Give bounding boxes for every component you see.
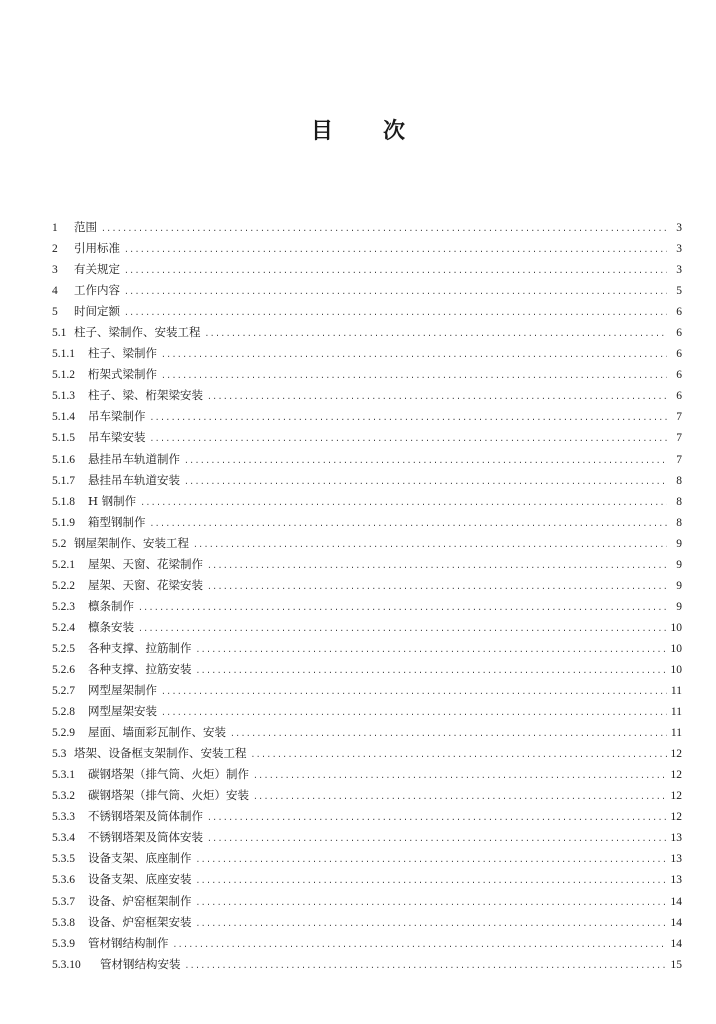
toc-entry-number: 5.2.7 xyxy=(52,685,75,698)
toc-entry-number: 5.3.6 xyxy=(52,874,75,887)
toc-entry-label: 碳钢塔架（排气筒、火炬）制作 xyxy=(88,767,249,782)
table-of-contents xyxy=(52,217,682,975)
toc-leader-dots xyxy=(196,871,668,892)
toc-entry-number: 5.2.3 xyxy=(52,600,75,613)
toc-entry-label: 设备支架、底座制作 xyxy=(88,851,192,866)
toc-leader-dots xyxy=(161,345,667,366)
toc-entry xyxy=(52,954,682,975)
toc-entry-label: 桁架式梁制作 xyxy=(88,367,157,382)
toc-entry-label: 屋架、天窗、花梁安装 xyxy=(88,577,203,592)
toc-entry xyxy=(52,322,682,343)
toc-entry-label: 时间定额 xyxy=(74,304,120,319)
toc-entry-label: 不锈钢塔架及筒体制作 xyxy=(88,809,203,824)
toc-entry-page: 6 xyxy=(676,369,682,382)
toc-entry xyxy=(52,449,682,470)
toc-entry-label: 檩条安装 xyxy=(88,619,134,634)
toc-leader-dots xyxy=(207,577,667,598)
toc-entry xyxy=(52,659,682,680)
toc-leader-dots xyxy=(193,535,667,556)
toc-entry-page: 10 xyxy=(670,621,682,634)
toc-entry-label: 网型屋架安装 xyxy=(88,704,157,719)
toc-entry-number: 5.3.7 xyxy=(52,895,75,908)
toc-entry xyxy=(52,343,682,364)
toc-entry xyxy=(52,617,682,638)
toc-entry xyxy=(52,238,682,259)
toc-leader-dots xyxy=(196,661,668,682)
toc-entry-number: 1 xyxy=(52,222,58,234)
toc-leader-dots xyxy=(138,598,667,619)
toc-entry-number: 5.2 xyxy=(52,537,67,550)
toc-leader-dots xyxy=(124,240,667,261)
toc-entry-label: 各种支撑、拉筋制作 xyxy=(88,640,192,655)
toc-entry-label: H 钢制作 xyxy=(88,493,137,508)
toc-entry-page: 10 xyxy=(670,642,682,655)
toc-entry-number: 4 xyxy=(52,285,58,298)
toc-entry-page: 15 xyxy=(670,958,682,971)
toc-entry-number: 5.1.1 xyxy=(52,348,75,361)
toc-entry-label: 檩条制作 xyxy=(88,598,134,613)
toc-entry-number: 5.2.5 xyxy=(52,642,75,655)
toc-entry-label: 钢屋架制作、安装工程 xyxy=(74,535,189,550)
toc-leader-dots xyxy=(205,324,668,345)
toc-entry-number: 5.2.9 xyxy=(52,727,75,740)
toc-leader-dots xyxy=(207,387,667,408)
toc-entry xyxy=(52,785,682,806)
toc-entry xyxy=(52,554,682,575)
toc-entry-page: 9 xyxy=(676,579,682,592)
toc-entry xyxy=(52,364,682,385)
toc-entry xyxy=(52,427,682,448)
toc-leader-dots xyxy=(184,472,667,493)
toc-entry-page: 11 xyxy=(670,727,682,740)
toc-entry xyxy=(52,533,682,554)
toc-entry-page: 13 xyxy=(670,832,682,845)
toc-entry-label: 网型屋架制作 xyxy=(88,683,157,698)
toc-entry-page: 13 xyxy=(670,853,682,866)
toc-leader-dots xyxy=(251,745,668,766)
page-title-char-2: 次 xyxy=(383,119,406,144)
toc-entry-page: 12 xyxy=(670,790,682,803)
toc-leader-dots xyxy=(161,703,667,724)
toc-entry-page: 3 xyxy=(676,264,682,277)
toc-entry-label: 碳钢塔架（排气筒、火炬）安装 xyxy=(88,788,249,803)
toc-entry-page: 7 xyxy=(676,411,682,424)
toc-entry-label: 引用标准 xyxy=(74,241,120,256)
toc-entry xyxy=(52,722,682,743)
toc-entry-number: 5.1.5 xyxy=(52,432,75,445)
toc-entry-label: 悬挂吊车轨道安装 xyxy=(88,472,180,487)
toc-entry-page: 5 xyxy=(676,285,682,298)
toc-leader-dots xyxy=(253,787,667,808)
toc-entry-number: 5.3.5 xyxy=(52,853,75,866)
toc-leader-dots xyxy=(253,766,667,787)
toc-entry xyxy=(52,217,682,238)
toc-entry-page: 14 xyxy=(670,937,682,950)
toc-leader-dots xyxy=(101,219,667,240)
toc-entry-number: 5.2.4 xyxy=(52,621,75,634)
toc-entry xyxy=(52,259,682,280)
toc-entry-number: 5 xyxy=(52,306,58,319)
toc-leader-dots xyxy=(196,640,668,661)
toc-entry-page: 10 xyxy=(670,663,682,676)
toc-entry-label: 吊车梁制作 xyxy=(88,409,146,424)
toc-leader-dots xyxy=(196,850,668,871)
toc-entry-page: 6 xyxy=(676,390,682,403)
toc-entry xyxy=(52,891,682,912)
toc-entry xyxy=(52,280,682,301)
toc-entry-number: 5.3.3 xyxy=(52,811,75,824)
toc-leader-dots xyxy=(185,956,668,977)
toc-entry-number: 3 xyxy=(52,264,58,277)
toc-entry-label: 柱子、梁、桁架梁安装 xyxy=(88,388,203,403)
toc-leader-dots xyxy=(196,914,668,935)
toc-entry xyxy=(52,743,682,764)
toc-entry-number: 5.1 xyxy=(52,327,67,340)
toc-entry-label: 工作内容 xyxy=(74,283,120,298)
toc-leader-dots xyxy=(161,682,667,703)
toc-entry-number: 5.2.8 xyxy=(52,706,75,719)
toc-entry-page: 14 xyxy=(670,916,682,929)
toc-entry-page: 14 xyxy=(670,895,682,908)
toc-entry-label: 悬挂吊车轨道制作 xyxy=(88,451,180,466)
toc-entry-label: 各种支撑、拉筋安装 xyxy=(88,661,192,676)
toc-entry-label: 设备、炉窑框架制作 xyxy=(88,893,192,908)
toc-entry-page: 13 xyxy=(670,874,682,887)
toc-leader-dots xyxy=(150,408,668,429)
toc-entry-label: 吊车梁安装 xyxy=(88,430,146,445)
toc-entry-page: 9 xyxy=(676,537,682,550)
toc-entry-page: 8 xyxy=(676,474,682,487)
toc-entry xyxy=(52,470,682,491)
toc-entry-number: 5.2.1 xyxy=(52,558,75,571)
toc-entry-page: 3 xyxy=(676,222,682,234)
toc-leader-dots xyxy=(173,935,668,956)
toc-entry-page: 6 xyxy=(676,306,682,319)
toc-entry-number: 5.3.9 xyxy=(52,937,75,950)
toc-leader-dots xyxy=(196,893,668,914)
toc-entry-label: 柱子、梁制作、安装工程 xyxy=(74,325,201,340)
toc-entry-label: 屋面、墙面彩瓦制作、安装 xyxy=(88,725,226,740)
toc-entry-label: 不锈钢塔架及筒体安装 xyxy=(88,830,203,845)
toc-entry-page: 9 xyxy=(676,558,682,571)
toc-leader-dots xyxy=(124,261,667,282)
toc-entry xyxy=(52,680,682,701)
toc-entry-page: 12 xyxy=(670,769,682,782)
toc-entry xyxy=(52,385,682,406)
toc-leader-dots xyxy=(230,724,667,745)
toc-leader-dots xyxy=(207,808,667,829)
toc-entry-label: 柱子、梁制作 xyxy=(88,346,157,361)
toc-entry-page: 6 xyxy=(676,348,682,361)
toc-leader-dots xyxy=(150,514,668,535)
toc-entry-number: 5.3.10 xyxy=(52,958,81,971)
toc-entry-page: 7 xyxy=(676,432,682,445)
toc-leader-dots xyxy=(150,429,668,450)
toc-entry-label: 设备支架、底座安装 xyxy=(88,872,192,887)
toc-entry xyxy=(52,912,682,933)
toc-entry-number: 5.1.7 xyxy=(52,474,75,487)
toc-entry-page: 8 xyxy=(676,495,682,508)
toc-entry-number: 5.3 xyxy=(52,748,67,761)
toc-entry-page: 11 xyxy=(670,706,682,719)
toc-entry-number: 5.1.6 xyxy=(52,453,75,466)
toc-entry-number: 5.3.8 xyxy=(52,916,75,929)
toc-entry-page: 8 xyxy=(676,516,682,529)
toc-entry-page: 6 xyxy=(676,327,682,340)
toc-entry xyxy=(52,596,682,617)
toc-leader-dots xyxy=(140,493,667,514)
toc-entry xyxy=(52,848,682,869)
toc-leader-dots xyxy=(207,829,667,850)
toc-entry-number: 5.1.4 xyxy=(52,411,75,424)
toc-leader-dots xyxy=(184,451,667,472)
toc-entry-number: 5.2.2 xyxy=(52,579,75,592)
toc-entry xyxy=(52,869,682,890)
toc-entry-label: 有关规定 xyxy=(74,262,120,277)
toc-entry-number: 5.1.2 xyxy=(52,369,75,382)
toc-entry-page: 7 xyxy=(676,453,682,466)
toc-entry-number: 5.3.1 xyxy=(52,769,75,782)
toc-leader-dots xyxy=(138,619,667,640)
toc-entry-number: 2 xyxy=(52,243,58,256)
toc-entry-number: 5.1.9 xyxy=(52,516,75,529)
toc-entry xyxy=(52,827,682,848)
toc-entry-label: 范围 xyxy=(74,220,97,234)
toc-entry xyxy=(52,575,682,596)
toc-entry-number: 5.2.6 xyxy=(52,663,75,676)
page-title-char-1: 目 xyxy=(310,119,333,144)
toc-entry-number: 5.3.4 xyxy=(52,832,75,845)
toc-entry-page: 12 xyxy=(670,748,682,761)
toc-leader-dots xyxy=(124,282,667,303)
toc-entry xyxy=(52,301,682,322)
toc-entry xyxy=(52,806,682,827)
toc-entry-page: 11 xyxy=(670,685,682,698)
toc-leader-dots xyxy=(161,366,667,387)
toc-entry-number: 5.3.2 xyxy=(52,790,75,803)
toc-entry-label: 管材钢结构安装 xyxy=(100,956,181,971)
toc-entry xyxy=(52,764,682,785)
toc-entry xyxy=(52,491,682,512)
toc-entry-label: 屋架、天窗、花梁制作 xyxy=(88,556,203,571)
toc-entry xyxy=(52,638,682,659)
toc-entry-label: 管材钢结构制作 xyxy=(88,935,169,950)
toc-entry-page: 12 xyxy=(670,811,682,824)
toc-leader-dots xyxy=(207,556,667,577)
toc-entry xyxy=(52,701,682,722)
toc-entry-number: 5.1.3 xyxy=(52,390,75,403)
toc-entry-label: 设备、炉窑框架安装 xyxy=(88,914,192,929)
toc-entry-page: 9 xyxy=(676,600,682,613)
toc-entry xyxy=(52,933,682,954)
toc-entry-number: 5.1.8 xyxy=(52,495,75,508)
toc-entry xyxy=(52,406,682,427)
toc-entry xyxy=(52,512,682,533)
toc-entry-page: 3 xyxy=(676,243,682,256)
page-title xyxy=(0,114,716,145)
toc-entry-label: 塔架、设备框支架制作、安装工程 xyxy=(74,746,247,761)
toc-entry-label: 箱型钢制作 xyxy=(88,514,146,529)
toc-leader-dots xyxy=(124,303,667,324)
